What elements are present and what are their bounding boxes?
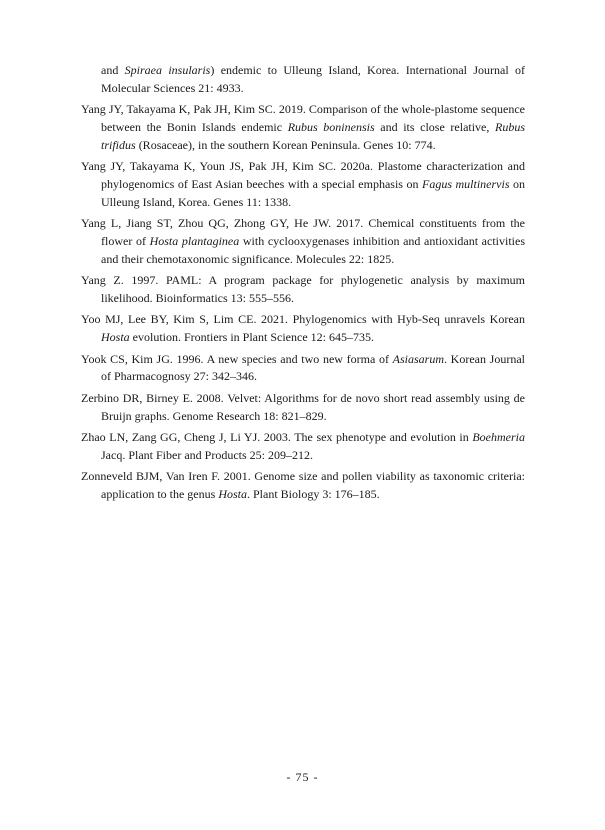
reference-entry: Zonneveld BJM, Van Iren F. 2001. Genome size and pollen viability as taxonomic criteria: application to the genus Hosta. Plant Biology 3: 176–185. — [81, 469, 525, 501]
reference-entry: Yang JY, Takayama K, Youn JS, Pak JH, Kim SC. 2020a. Plastome characterization and phylogenomics of East Asian beeches with a special emphasis on Fagus multinervis on Ulleung Island, Korea. Genes 11: 1338. — [81, 159, 525, 209]
reference-entry: Yang Z. 1997. PAML: A program package for phylogenetic analysis by maximum likelihood. Bioinformatics 13: 555–556. — [81, 273, 525, 305]
reference-entry: Yang JY, Takayama K, Pak JH, Kim SC. 2019. Comparison of the whole-plastome sequence between the Bonin Islands endemic Rubus boninensis and its close relative, Rubus trifidus (Rosaceae), in the southern Korean Peninsula. Genes 10: 774. — [81, 102, 525, 152]
page-number: - 75 - — [286, 770, 319, 784]
reference-entry: Zerbino DR, Birney E. 2008. Velvet: Algorithms for de novo short read assembly using de Bruijn graphs. Genome Research 18: 821–829. — [81, 390, 525, 423]
reference-entry: and Spiraea insularis) endemic to Ulleung Island, Korea. International Journal of Molecular Sciences 21: 4933. — [101, 63, 526, 95]
reference-list — [81, 62, 525, 507]
reference-entry: Yoo MJ, Lee BY, Kim S, Lim CE. 2021. Phylogenomics with Hyb-Seq unravels Korean Hosta evolution. Frontiers in Plant Science 12: 645–735. — [81, 312, 525, 345]
reference-entry: Yang L, Jiang ST, Zhou QG, Zhong GY, He JW. 2017. Chemical constituents from the flower of Hosta plantaginea with cyclooxygenases inhibition and antioxidant activities and their chemotaxonomic significance. Molecules 22: 1825. — [81, 216, 525, 266]
reference-entry: Zhao LN, Zang GG, Cheng J, Li YJ. 2003. The sex phenotype and evolution in Boehmeria Jacq. Plant Fiber and Products 25: 209–212. — [81, 429, 525, 462]
reference-entry: Yook CS, Kim JG. 1996. A new species and two new forma of Asiasarum. Korean Journal of Pharmacognosy 27: 342–346. — [81, 351, 526, 384]
